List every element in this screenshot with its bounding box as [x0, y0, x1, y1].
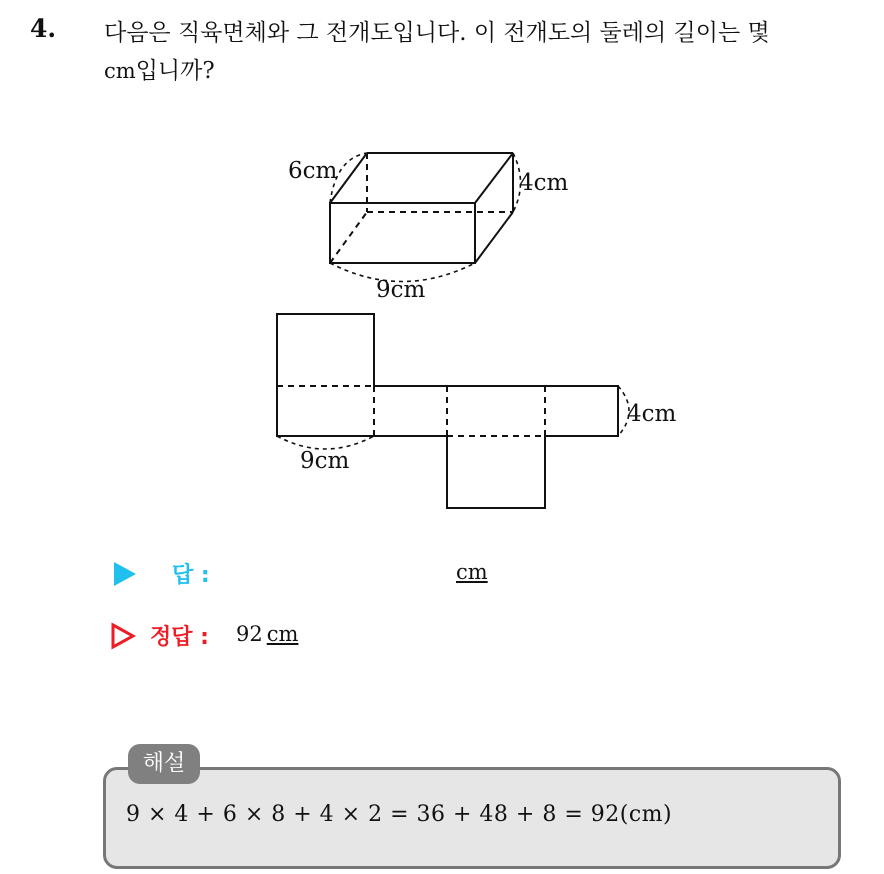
outline-triangle-icon	[110, 622, 136, 650]
cuboid-edge	[475, 153, 513, 203]
net-dimension-arcs	[277, 386, 629, 449]
answer-row	[110, 558, 610, 592]
net-drawing	[277, 314, 629, 508]
question-number: 4.	[30, 14, 57, 43]
correct-answer-unit: cm	[266, 622, 299, 646]
answer-unit: cm	[456, 560, 488, 584]
solution-tab: 해설	[128, 744, 200, 784]
question-text-end: 입니까?	[135, 58, 215, 84]
box-height-label: 4cm	[519, 170, 569, 196]
net-fold-lines	[277, 386, 545, 436]
cuboid-drawing	[330, 153, 521, 282]
box-width-label: 9cm	[376, 277, 426, 303]
correct-answer-row	[110, 620, 610, 654]
answer-label: 답 :	[172, 563, 210, 588]
correct-answer-number: 92	[236, 622, 263, 646]
cuboid-hidden-edge	[330, 212, 367, 263]
question-text-unit: cm	[104, 59, 136, 83]
net-height-label: 4cm	[627, 401, 677, 427]
cuboid-hidden-edges	[330, 153, 513, 263]
correct-answer-value	[236, 622, 298, 646]
correct-answer-label: 정답 :	[150, 625, 209, 650]
box-depth-label: 6cm	[288, 158, 338, 184]
question-text-main: 다음은 직육면체와 그 전개도입니다. 이 전개도의 둘레의 길이는 몇	[104, 20, 770, 46]
net-width-label: 9cm	[300, 448, 350, 474]
cuboid-edge	[475, 212, 513, 263]
play-triangle-icon	[114, 562, 136, 586]
solution-text: 9 × 4 + 6 × 8 + 4 × 2 = 36 + 48 + 8 = 92(cm)	[126, 802, 673, 827]
